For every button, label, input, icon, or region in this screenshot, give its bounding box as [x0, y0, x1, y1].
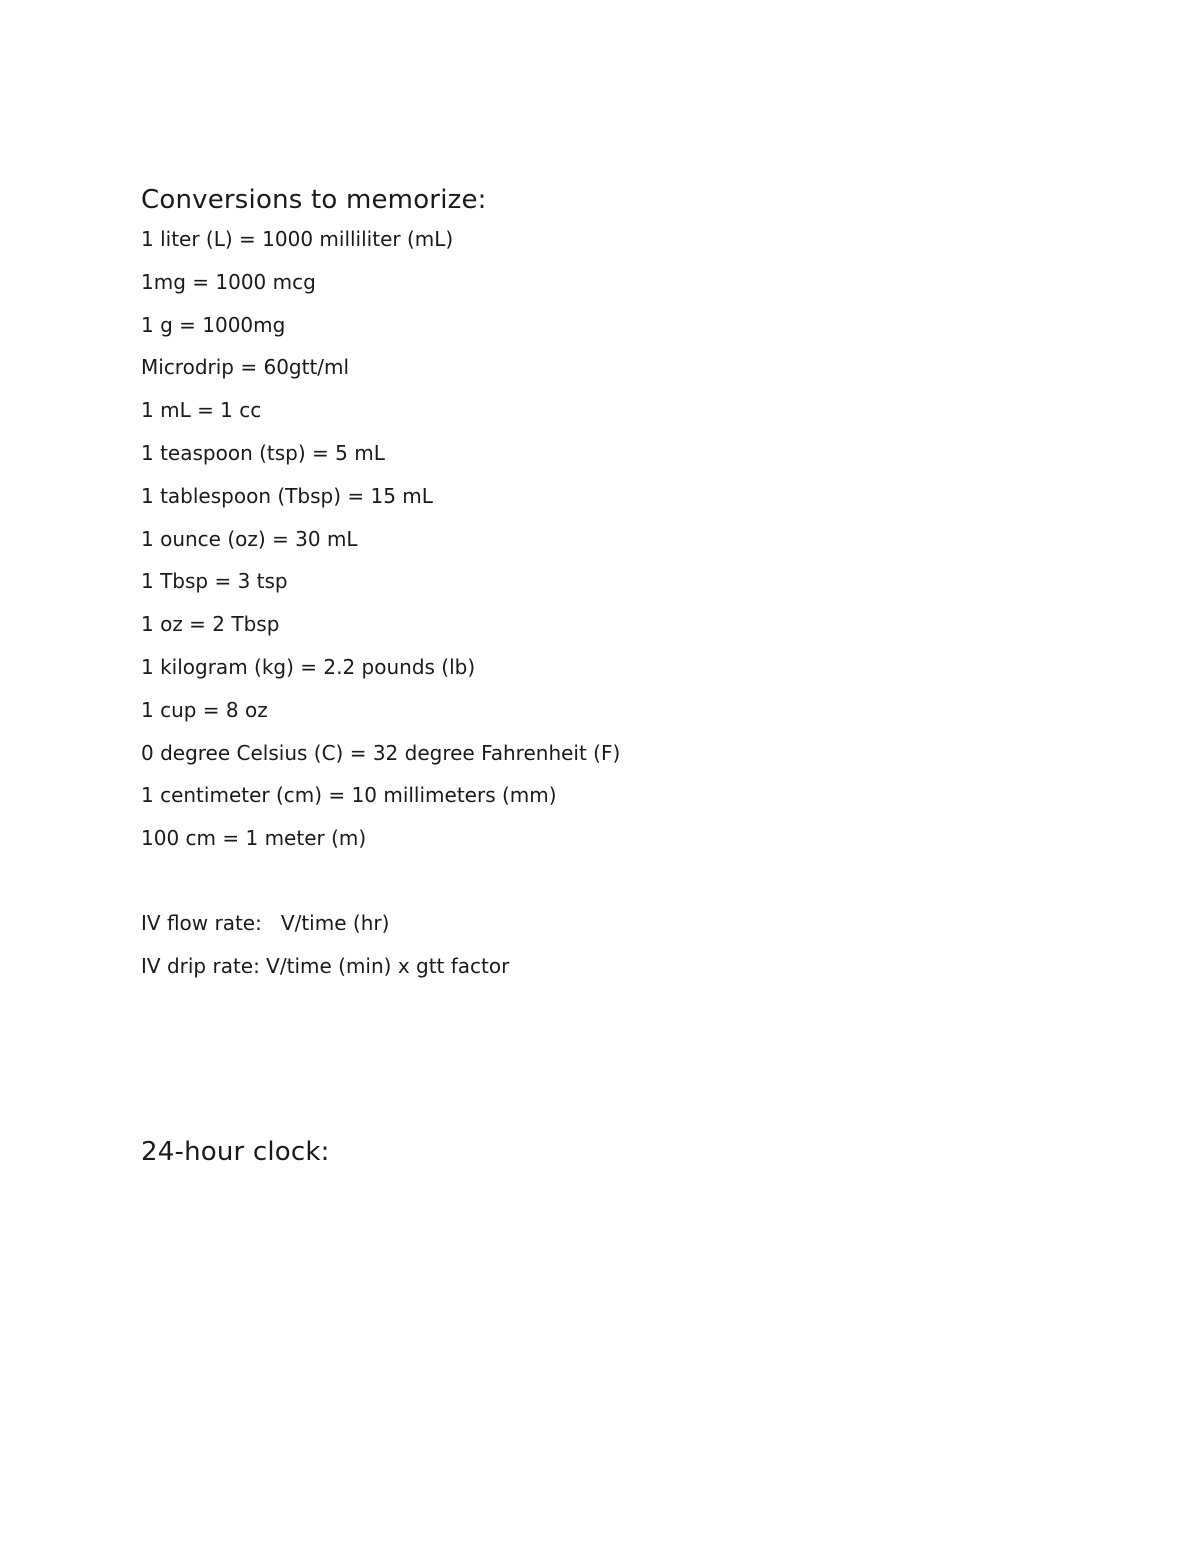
iv-flow-rate-line: IV flow rate: V/time (hr): [141, 910, 390, 935]
conversion-line: 1 g = 1000mg: [141, 312, 286, 337]
paragraph-gap: [141, 868, 1101, 910]
conversion-line: 1 mL = 1 cc: [141, 398, 262, 423]
conversion-line: 1 tablespoon (Tbsp) = 15 mL: [141, 483, 433, 508]
conversion-line: 1 oz = 2 Tbsp: [141, 612, 280, 637]
conversion-line: 1 centimeter (cm) = 10 millimeters (mm): [141, 783, 557, 808]
conversion-line: Microdrip = 60gtt/ml: [141, 355, 350, 380]
conversion-line: 1 Tbsp = 3 tsp: [141, 569, 288, 594]
section-gap: [141, 996, 1101, 1136]
conversion-line: 1 liter (L) = 1000 milliliter (mL): [141, 227, 454, 251]
conversion-line: 1mg = 1000 mcg: [141, 269, 316, 294]
conversion-line: 100 cm = 1 meter (m): [141, 826, 367, 851]
conversion-line: 1 kilogram (kg) = 2.2 pounds (lb): [141, 654, 476, 679]
conversion-line: 1 cup = 8 oz: [141, 697, 268, 722]
conversion-line: 1 teaspoon (tsp) = 5 mL: [141, 440, 385, 465]
heading-conversions: Conversions to memorize:: [141, 185, 487, 215]
conversion-line: 1 ounce (oz) = 30 mL: [141, 526, 358, 551]
iv-drip-rate-line: IV drip rate: V/time (min) x gtt factor: [141, 953, 510, 978]
document-body: [141, 184, 1101, 1168]
conversion-line: 0 degree Celsius (C) = 32 degree Fahrenheit (F): [141, 740, 621, 765]
heading-24-hour-clock: 24-hour clock:: [141, 1136, 330, 1167]
